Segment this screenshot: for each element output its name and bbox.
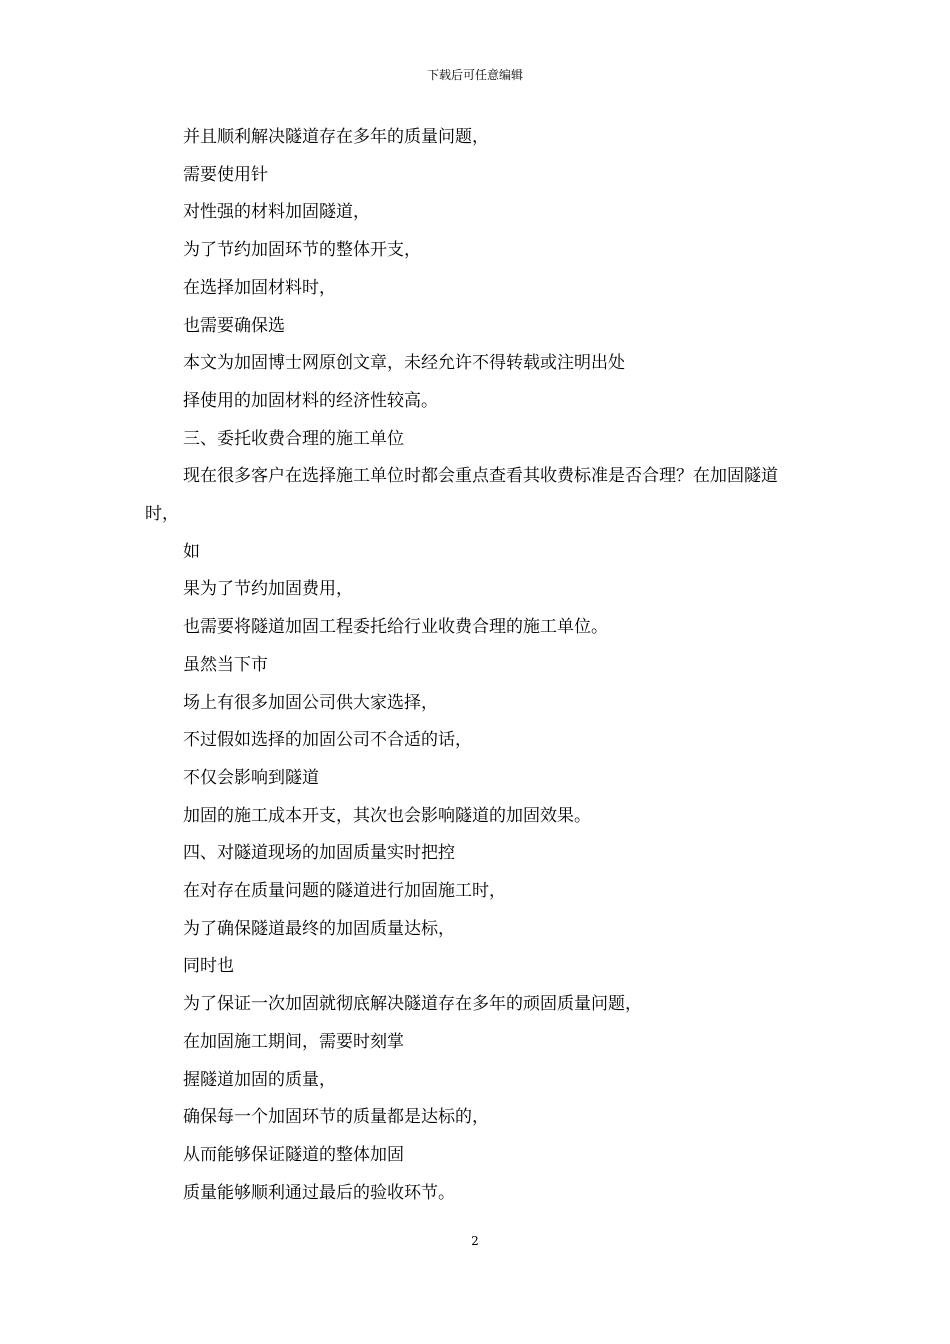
paragraph: 在选择加固材料时，: [183, 277, 336, 298]
paragraph: 在加固施工期间，需要时刻掌: [183, 1031, 404, 1052]
paragraph: 如: [183, 541, 200, 562]
paragraph: 为了节约加固环节的整体开支，: [183, 240, 421, 261]
paragraph: 握隧道加固的质量，: [183, 1069, 336, 1090]
paragraph: 果为了节约加固费用，: [183, 579, 353, 600]
paragraph: 从而能够保证隧道的整体加固: [183, 1144, 404, 1165]
paragraph: 为了保证一次加固就彻底解决隧道存在多年的顽固质量问题，: [183, 994, 642, 1015]
paragraph: 并且顺利解决隧道存在多年的质量问题，: [183, 127, 489, 147]
paragraph: 场上有很多加固公司供大家选择，: [183, 692, 438, 713]
section-heading: 三、委托收费合理的施工单位: [183, 428, 404, 449]
paragraph: 也需要确保选: [183, 315, 285, 336]
paragraph: 不仅会影响到隧道: [183, 767, 319, 788]
paragraph: 质量能够顺利通过最后的验收环节。: [183, 1182, 455, 1203]
paragraph: 加固的施工成本开支，其次也会影响隧道的加固效果。: [183, 805, 591, 826]
document-body: [145, 119, 810, 1212]
paragraph: 本文为加固博士网原创文章，未经允许不得转载或注明出处: [183, 353, 625, 374]
paragraph: 也需要将隧道加固工程委托给行业收费合理的施工单位。: [183, 617, 608, 638]
paragraph-text: 现在很多客户在选择施工单位时都会重点查看其收费标准是否合理？在加固隧道时，: [145, 466, 778, 525]
paragraph: 同时也: [183, 956, 234, 977]
paragraph: 择使用的加固材料的经济性较高。: [183, 390, 438, 411]
paragraph: 在对存在质量问题的隧道进行加固施工时，: [183, 881, 506, 902]
paragraph: 不过假如选择的加固公司不合适的话，: [183, 730, 472, 751]
paragraph: 需要使用针: [183, 164, 268, 185]
page-header: 下载后可任意编辑: [426, 68, 523, 82]
paragraph: 虽然当下市: [183, 654, 268, 675]
paragraph: [145, 458, 810, 533]
page-number: 2: [471, 1234, 479, 1248]
paragraph: 对性强的材料加固隧道，: [183, 202, 370, 223]
section-heading: 四、对隧道现场的加固质量实时把控: [183, 843, 455, 864]
paragraph: 为了确保隧道最终的加固质量达标，: [183, 918, 455, 939]
paragraph: 确保每一个加固环节的质量都是达标的，: [183, 1107, 489, 1128]
